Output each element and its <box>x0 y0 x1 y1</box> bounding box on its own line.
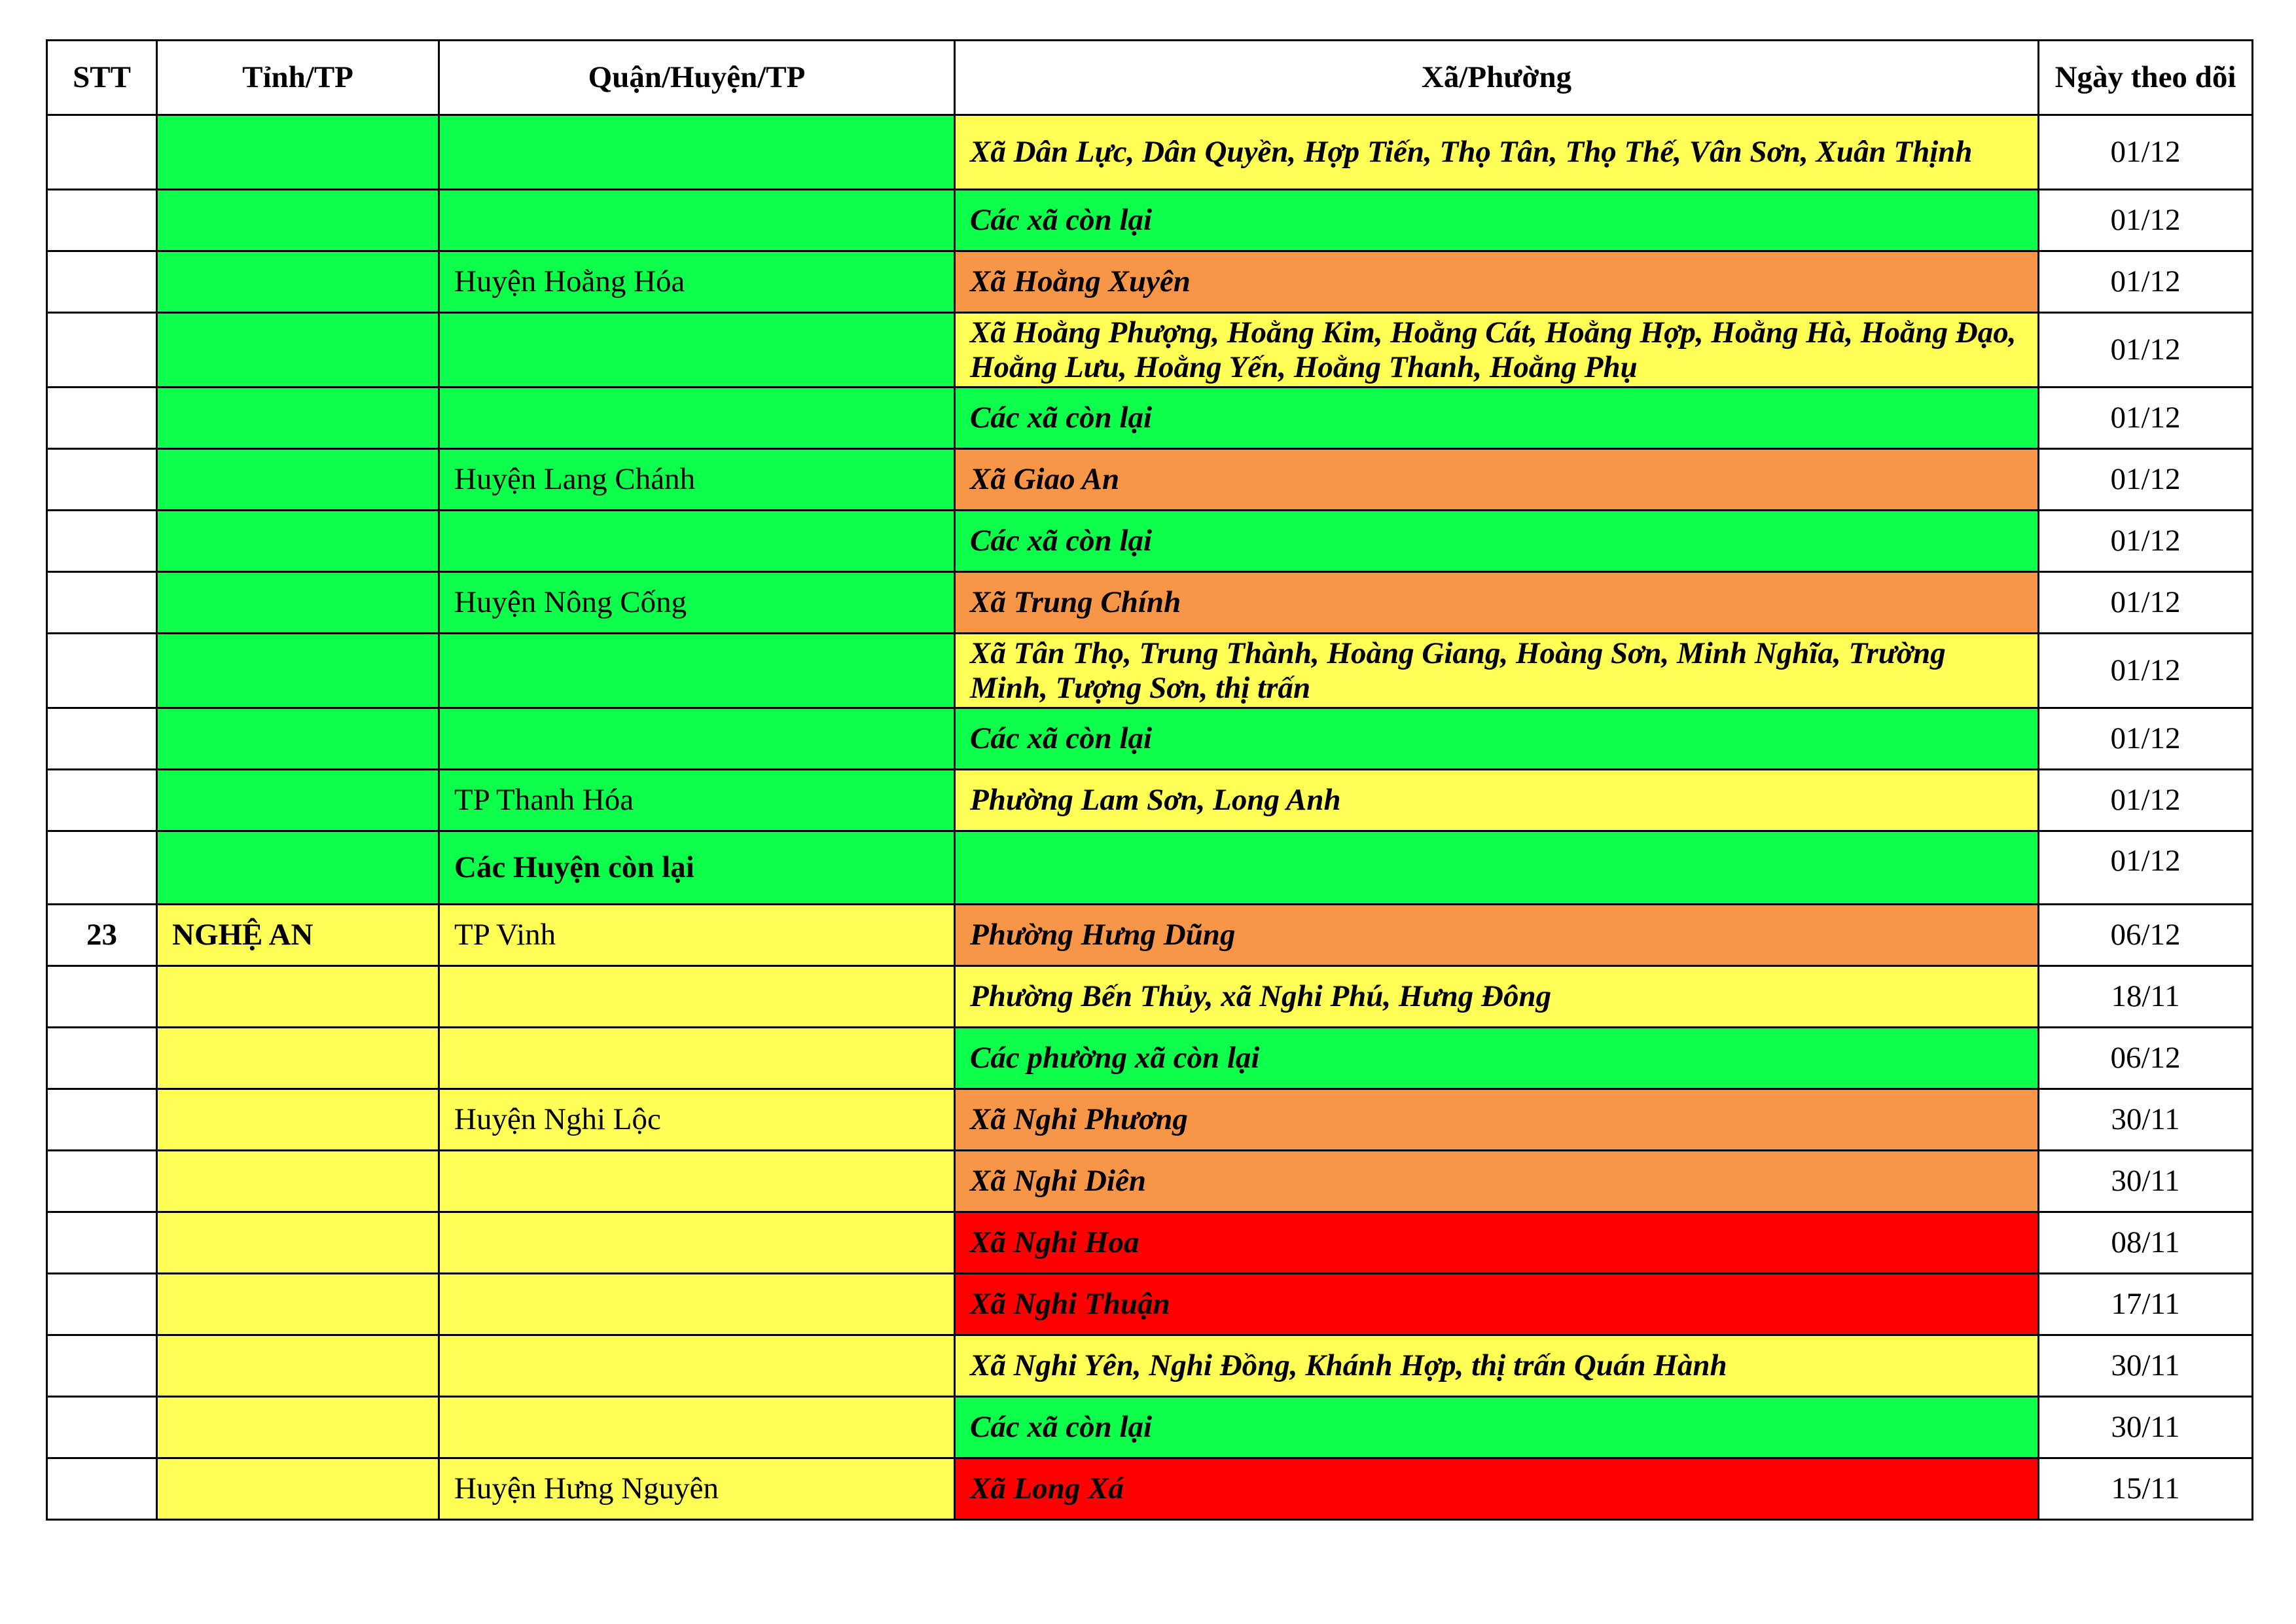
table-row <box>47 1028 2253 1089</box>
cell-stt <box>47 388 157 449</box>
header-district: Quận/Huyện/TP <box>439 41 955 115</box>
cell-district: Huyện Hưng Nguyên <box>439 1458 955 1520</box>
cell-date: 01/12 <box>2039 831 2253 905</box>
cell-date: 30/11 <box>2039 1089 2253 1151</box>
table-row <box>47 1335 2253 1397</box>
cell-stt <box>47 1089 157 1151</box>
cell-stt <box>47 966 157 1028</box>
table-row <box>47 115 2253 190</box>
cell-ward: Phường Lam Sơn, Long Anh <box>955 770 2039 831</box>
cell-ward: Xã Nghi Phương <box>955 1089 2039 1151</box>
cell-date: 01/12 <box>2039 770 2253 831</box>
header-province: Tỉnh/TP <box>157 41 439 115</box>
cell-district <box>439 388 955 449</box>
cell-ward: Phường Bến Thủy, xã Nghi Phú, Hưng Đông <box>955 966 2039 1028</box>
table-row <box>47 770 2253 831</box>
cell-district: Huyện Lang Chánh <box>439 449 955 511</box>
cell-ward: Xã Nghi Diên <box>955 1151 2039 1212</box>
cell-province <box>157 1274 439 1335</box>
cell-date: 30/11 <box>2039 1151 2253 1212</box>
cell-stt <box>47 1274 157 1335</box>
cell-date: 06/12 <box>2039 1028 2253 1089</box>
cell-province <box>157 572 439 634</box>
cell-date: 30/11 <box>2039 1335 2253 1397</box>
cell-district <box>439 1212 955 1274</box>
cell-district <box>439 634 955 708</box>
cell-province <box>157 1212 439 1274</box>
cell-date: 08/11 <box>2039 1212 2253 1274</box>
cell-stt <box>47 115 157 190</box>
cell-date: 01/12 <box>2039 190 2253 251</box>
table-row <box>47 1397 2253 1458</box>
cell-district <box>439 1397 955 1458</box>
table-row <box>47 634 2253 708</box>
cell-province <box>157 831 439 905</box>
cell-ward: Các xã còn lại <box>955 511 2039 572</box>
cell-ward: Xã Trung Chính <box>955 572 2039 634</box>
cell-district <box>439 708 955 770</box>
cell-ward: Các xã còn lại <box>955 708 2039 770</box>
cell-province <box>157 634 439 708</box>
table-row <box>47 708 2253 770</box>
cell-ward: Xã Hoằng Xuyên <box>955 251 2039 313</box>
table-row <box>47 831 2253 905</box>
cell-stt <box>47 449 157 511</box>
table-row <box>47 251 2253 313</box>
table-row <box>47 1458 2253 1520</box>
cell-ward: Xã Dân Lực, Dân Quyền, Hợp Tiến, Thọ Tân, Thọ Thế, Vân Sơn, Xuân Thịnh <box>955 115 2039 190</box>
cell-stt <box>47 634 157 708</box>
cell-date: 06/12 <box>2039 905 2253 966</box>
cell-district: Huyện Hoằng Hóa <box>439 251 955 313</box>
table-body <box>47 115 2253 1520</box>
cell-province <box>157 1458 439 1520</box>
cell-date: 01/12 <box>2039 572 2253 634</box>
cell-province: NGHỆ AN <box>157 905 439 966</box>
cell-date: 15/11 <box>2039 1458 2253 1520</box>
cell-ward: Xã Hoằng Phượng, Hoằng Kim, Hoằng Cát, Hoằng Hợp, Hoằng Hà, Hoằng Đạo, Hoằng Lưu, Hoằng Yến, Hoằng Thanh, Hoằng Phụ <box>955 313 2039 388</box>
cell-ward: Các xã còn lại <box>955 190 2039 251</box>
table-row <box>47 449 2253 511</box>
cell-ward <box>955 831 2039 905</box>
cell-province <box>157 313 439 388</box>
cell-stt <box>47 1151 157 1212</box>
cell-district <box>439 966 955 1028</box>
header-date: Ngày theo dõi <box>2039 41 2253 115</box>
cell-district: TP Vinh <box>439 905 955 966</box>
cell-ward: Xã Tân Thọ, Trung Thành, Hoàng Giang, Hoàng Sơn, Minh Nghĩa, Trường Minh, Tượng Sơn, thị trấn <box>955 634 2039 708</box>
cell-ward: Xã Nghi Yên, Nghi Đồng, Khánh Hợp, thị trấn Quán Hành <box>955 1335 2039 1397</box>
cell-date: 01/12 <box>2039 708 2253 770</box>
cell-district <box>439 190 955 251</box>
cell-ward: Xã Nghi Thuận <box>955 1274 2039 1335</box>
cell-date: 30/11 <box>2039 1397 2253 1458</box>
cell-province <box>157 1335 439 1397</box>
table-row <box>47 388 2253 449</box>
cell-ward: Xã Giao An <box>955 449 2039 511</box>
cell-date: 01/12 <box>2039 388 2253 449</box>
cell-province <box>157 966 439 1028</box>
cell-district: Huyện Nông Cống <box>439 572 955 634</box>
cell-date: 17/11 <box>2039 1274 2253 1335</box>
cell-province <box>157 115 439 190</box>
cell-stt <box>47 1212 157 1274</box>
cell-district <box>439 313 955 388</box>
header-ward: Xã/Phường <box>955 41 2039 115</box>
table-row <box>47 572 2253 634</box>
cell-stt: 23 <box>47 905 157 966</box>
covid-risk-level-table <box>46 39 2253 1521</box>
cell-province <box>157 770 439 831</box>
cell-stt <box>47 190 157 251</box>
cell-ward: Xã Nghi Hoa <box>955 1212 2039 1274</box>
table-row <box>47 905 2253 966</box>
cell-province <box>157 1151 439 1212</box>
table-row <box>47 1151 2253 1212</box>
cell-district: Các Huyện còn lại <box>439 831 955 905</box>
cell-province <box>157 190 439 251</box>
cell-stt <box>47 511 157 572</box>
cell-district <box>439 1151 955 1212</box>
cell-province <box>157 449 439 511</box>
cell-date: 01/12 <box>2039 449 2253 511</box>
cell-date: 01/12 <box>2039 251 2253 313</box>
cell-stt <box>47 313 157 388</box>
cell-stt <box>47 1397 157 1458</box>
cell-province <box>157 1397 439 1458</box>
cell-ward: Các phường xã còn lại <box>955 1028 2039 1089</box>
cell-stt <box>47 708 157 770</box>
cell-district <box>439 1335 955 1397</box>
table-row <box>47 511 2253 572</box>
cell-date: 01/12 <box>2039 511 2253 572</box>
table-row <box>47 1274 2253 1335</box>
cell-district: Huyện Nghi Lộc <box>439 1089 955 1151</box>
cell-province <box>157 511 439 572</box>
table-row <box>47 313 2253 388</box>
cell-province <box>157 708 439 770</box>
table-row <box>47 1212 2253 1274</box>
header-stt: STT <box>47 41 157 115</box>
cell-province <box>157 251 439 313</box>
cell-stt <box>47 1458 157 1520</box>
cell-province <box>157 1089 439 1151</box>
cell-stt <box>47 572 157 634</box>
cell-date: 01/12 <box>2039 313 2253 388</box>
cell-stt <box>47 1028 157 1089</box>
table-row <box>47 1089 2253 1151</box>
cell-district: TP Thanh Hóa <box>439 770 955 831</box>
cell-district <box>439 1028 955 1089</box>
cell-stt <box>47 770 157 831</box>
cell-ward: Phường Hưng Dũng <box>955 905 2039 966</box>
cell-district <box>439 1274 955 1335</box>
cell-stt <box>47 251 157 313</box>
cell-ward: Các xã còn lại <box>955 388 2039 449</box>
cell-date: 01/12 <box>2039 115 2253 190</box>
cell-date: 01/12 <box>2039 634 2253 708</box>
table-row <box>47 966 2253 1028</box>
cell-stt <box>47 831 157 905</box>
cell-province <box>157 1028 439 1089</box>
table-header-row <box>47 41 2253 115</box>
cell-ward: Xã Long Xá <box>955 1458 2039 1520</box>
cell-ward: Các xã còn lại <box>955 1397 2039 1458</box>
cell-stt <box>47 1335 157 1397</box>
cell-province <box>157 388 439 449</box>
cell-district <box>439 115 955 190</box>
cell-district <box>439 511 955 572</box>
cell-date: 18/11 <box>2039 966 2253 1028</box>
table-row <box>47 190 2253 251</box>
